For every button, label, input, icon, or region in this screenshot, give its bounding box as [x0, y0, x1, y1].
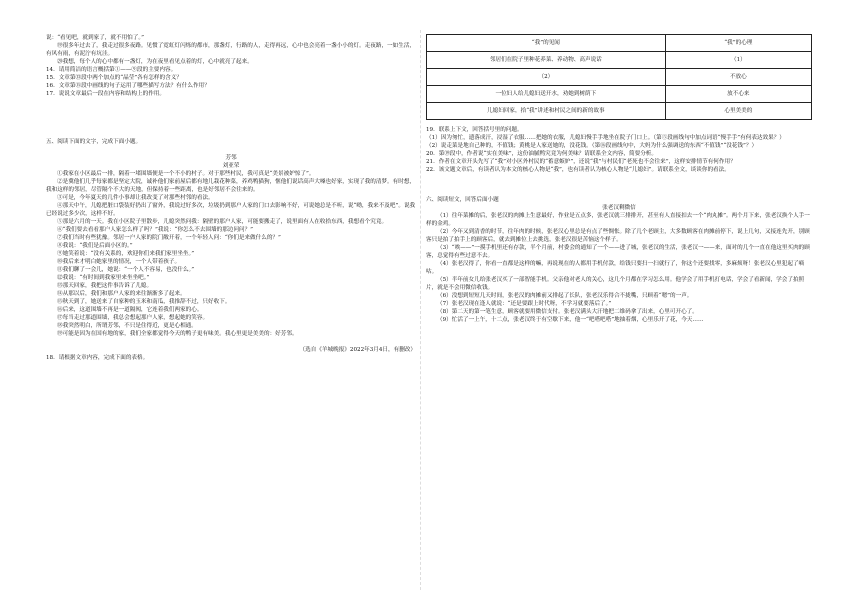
paragraph: ⑱我突然明白，所谓芳邻，不只是住得近，更是心相通。	[57, 323, 197, 329]
table-cell: 邻居们在院子里种花养菜、养动物、高声说话	[427, 52, 666, 69]
paragraph: （6）没想到短短几天时间，张老汉的肉摊前又排起了长队，张老汉乐得合不拢嘴，只顾着“嗯”的一声。	[437, 293, 693, 299]
table-cell: （1）	[665, 52, 811, 69]
article-title: 芳邻	[225, 155, 237, 161]
column-divider	[420, 30, 421, 590]
paragraph: ⑧我说：“我们是后面小区的。”	[57, 243, 133, 249]
paragraph: ④那天中午，儿媳把脏口袋装好扔出了窗外，我说过好多次，垃圾扔到那户人家的门口去影响不好，可说她总是不听，说“呦，我来不及吧”。说我已经说过多少次，这样不好。	[46, 203, 416, 217]
paragraph: ⑭从那以后，我们和那户人家的来往渐渐多了起来。	[57, 291, 186, 297]
paragraph: （2）今年又到清香的时节，往年肉的时候，张老汉心里总是有点了些惆怅。除了几个老顾主，大多数顾客在肉摊前停下，说上几句，又接连先开，别顾客只是拍了拍手上的顾客后，就去到摊位上去挑选，张老汉很是苦恼这个样子。	[426, 229, 810, 243]
question-20: 20．第⑲段中，作者说“实在美味”，这份油腻鸭究竟为何美味？请联系全文内容，简要分析。	[426, 151, 657, 157]
paragraph: ⑬那天回家，我把这件事告诉了儿媳。	[57, 283, 153, 289]
paragraph: ⑮秋天到了，她送来了自家种的玉米和南瓜，我推辞不过，只好收下。	[57, 299, 231, 305]
table-cell: 放不心来	[665, 86, 811, 103]
question-19: 19．联系上下文，回答括号里的问题。	[426, 127, 523, 133]
paragraph: （9）忙活了一上午，十二点，张老汉终于有空歇下来，他一“吧嗒吧嗒”地抽着烟，心里乐开了花，今天……	[437, 317, 704, 323]
paragraph: ⑩我后来才明白她家里的情况，一个人带着孩子。	[57, 259, 181, 265]
table-cell: 一位妇人给儿媳妇送开水，劝她到树荫下	[427, 86, 666, 103]
question-21: 21．作者在文章开头先写了“我”对小区外村民的“蓄意嫉妒”，还说“我”与村民们“老死也不会往来”，这样安排情节有何作用？	[426, 159, 736, 165]
response-table	[426, 34, 812, 120]
text-line: ⑳我想，每个人的心中都有一盏灯，为在夜里看见点着的灯，心中就亮了起来。	[57, 59, 253, 65]
table-header-cell: “我”的心理	[665, 35, 811, 52]
paragraph: ⑰每当走过那道围墙，我总会想起那户人家，想起她的笑容。	[57, 315, 209, 321]
table-row	[427, 52, 812, 69]
paragraph: ⑤那是六月的一天。我在小区院子里散步，儿媳突然问我：隔壁的那户人家，可能要搬走了，说里面有人在收拾东西，我想看个究竟。	[57, 219, 388, 225]
question-16: 16．文章第⑮段中画线的句子运用了哪些描写方法？有什么作用？	[46, 83, 210, 89]
text-line: 说：“看见吧，就到家了，就不用怕了。”	[46, 35, 145, 41]
question-19-1: （1）因为匆忙，遗落成汗，浸湿了衣服……把她的衣服，儿媳妇慢手手地坐在院子门口上。（第⑤段画线句中加点词语“慢手手”有何表达效果？）	[426, 135, 785, 141]
table-header-row	[427, 35, 812, 52]
question-14: 14．请用简洁的语言概括第①——⑨段的主要内容。	[46, 67, 177, 73]
table-cell: 儿媳妇回家，拾“我”讲述和村民之间的新的故事	[427, 103, 666, 120]
question-19-2: （2）说走菜是地自己种的，不值钱；黄桃是人家送她的，没花钱。（第⑯段画线句中，大妈为什么强调送的东西“不值钱”“没花钱”？）	[426, 143, 758, 149]
left-column	[46, 34, 416, 362]
paragraph: ⑨她笑着说：“没有关系的，欢迎你们来我们家里坐坐。”	[57, 251, 195, 257]
section-5-heading: 五、阅读下面的文字，完成下面小题。	[46, 139, 142, 145]
paragraph: （1）往年菜摊的后，张老汉的肉摊上生意最好，作业是五点多，张老汉就三排排开，甚至有人直接扣去一个“肉丸摊”。两个月下来，张老汉换个人手一样的金鸡。	[426, 213, 810, 227]
article-author: 刘亚荣	[222, 163, 240, 169]
article-title: 张老汉剩微信	[602, 205, 636, 211]
paragraph: ⑲可能是因为在国有地的家，我们全家都觉得今天的鸭子更有味美。我心里更是美美的：好芳邻。	[57, 331, 298, 337]
paragraph: （8）第二天的第一笔生意，顾客就要用微信支付。张老汉满头大汗地把二维码拿了出来，心里可开心了。	[437, 309, 698, 315]
paragraph: ②是冀他们几乎每家都是坚定大院，诚补他们家前屋后都有地儿栽花种菜，养鸡鸭猫狗，惬他们说话高声大嗓也好家，实现了我的清梦。有时想，我和这样的邻居，尽管隔个不大的天地，但保持着一些距离，也是好邻居不会往来的。	[46, 179, 416, 193]
table-row	[427, 86, 812, 103]
paragraph: ⑥“我们要去看看那户人家怎么样了吗？”我说：“你怎么不去围墙的那边问问？”	[57, 227, 254, 233]
table-cell: 不放心	[665, 69, 811, 86]
question-15: 15．文章第⑬段中两个加点的“晶莹”各有怎样的含义？	[46, 75, 182, 81]
paragraph: ⑫我说：“有时间到我家里来坐坐吧。”	[57, 275, 150, 281]
table-row	[427, 103, 812, 120]
question-17: 17．说说文章最后一段在内容和结构上的作用。	[46, 91, 165, 97]
paragraph: （7）张老汉现在逢人就说：“还是要跟上时代呀，不学习就要落后了。”	[437, 301, 612, 307]
paragraph: ①我家在小区最后一排，隔着一堵围墙便是一个不小的村子。对于那些村民，我可真是“美景被妒惊了”。	[57, 171, 315, 177]
right-column	[426, 34, 812, 324]
paragraph: ⑯后来，这道围墙不再是一道隔阂，它连着我们两家的心。	[57, 307, 203, 313]
paragraph: ③可是，今年夏天的几件小事却让我改变了对那些村邻的看法。	[57, 195, 214, 201]
table-header-cell: “我”的见闻	[427, 35, 666, 52]
table-row	[427, 69, 812, 86]
paragraph: （3）“唉——”一摸手机里还有存款，半个月前，村委会的通知了一个——进了城，张老汉的生活，张老汉一——来，面对的几个一直在他这里买肉的顾客，总觉得有些过意不去。	[426, 245, 810, 259]
paragraph: ⑪我们聊了一会儿，她说：“一个人不容易，也没什么。”	[57, 267, 195, 273]
table-cell: （2）	[427, 69, 666, 86]
paragraph: （5）半年前女儿给张老汉买了一部智能手机。父亲他对老人的关心，这几个月都在学习怎么用。他学会了用手机打电话，学会了看新闻，学会了拍照片，就是不会用微信收钱。	[426, 277, 805, 291]
table-cell: 心里美美的	[665, 103, 811, 120]
text-line: ⑲很多年过去了，我走过很多夜路。见惯了霓虹灯闪烁的都市，那盏灯，行路的人，走得再远，心中也会亮着一盏小小的灯。走夜路，一如生活，有风有雨，有泥泞有坑洼。	[46, 43, 416, 57]
paragraph: （4）张老汉得了，你看一直都是这样的嘛，再说现在的人都用手机付款，给钱只要扫一扫就行了，你这个还要找零，多麻烦呀！张老汉心里犯起了嘀咕。	[426, 261, 805, 275]
question-18: 18．请根据文章内容，完成下面的表格。	[46, 355, 149, 361]
paragraph: ⑦我们当时有些犹豫。邻居一户人家的院门敞开着，一个年轻人问：“你们是来做什么的？”	[57, 235, 281, 241]
article-source: （选自《羊城晚报》2022年3月4日，有删改）	[299, 347, 416, 353]
section-6-heading: 六、阅读短文，回答后面小题	[426, 197, 499, 203]
question-22: 22．该文题文章后，有读者认为本文的核心人物是“我”，也有读者认为核心人物是“儿媳妇”。请联系全文，谈谈你的看法。	[426, 167, 730, 173]
